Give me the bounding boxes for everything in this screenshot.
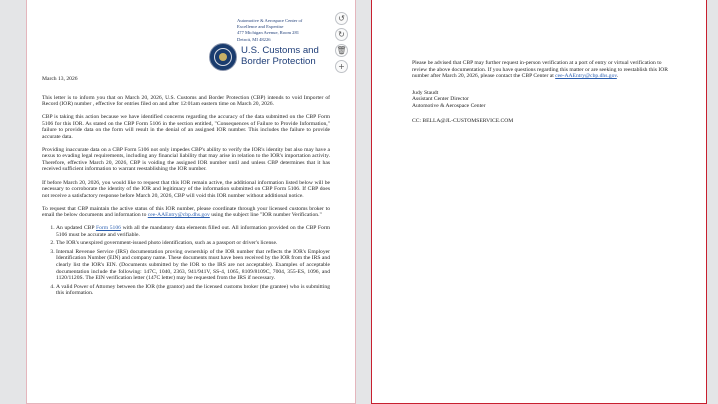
email-link[interactable]: cee-AAEntry@cbp.dhs.gov [147,212,210,219]
signer-title: Assistant Center Director [412,96,469,103]
paragraph-intro: This letter is to inform you that on March 20, 2026, U.S. Customs and Border Protection (CBP) intends to void Importer of Record (IOR) number , effective for entries filed on and after 12:01am eastern time on March 20, 2026. [42,94,330,108]
list-item: 3. Internal Revenue Service (IRS) documentation proving ownership of the IOR number that reflects the IOR's Employer Identification Number (EIN) and company name. These documents must have been received by the IOR from the IRS and clearly list the IOR's EIN. (Documents submitted by the IOR to the IRS are not acceptable). Examples of acceptable documentation include the following: 147C, 1040, 2363, 941/941V, SS-4, 1065, 8109/8109C, 7004, 355-ES, 1096, and 1120/1120S. The EIN verification letter (147C letter) may be requested from the IRS if necessary. [56,249,330,282]
list-item: 2. The IOR's unexpired government-issued photo identification, such as a passport or driver's license. [56,240,330,247]
letter-page-1 [26,0,356,404]
instructions-text: To request that CBP maintain the active status of this IOR number, please coordinate through your licensed customs broker to email the below documents and information to [42,205,330,219]
address-line: Automotive & Aerospace Center of [237,18,303,23]
paragraph-instructions [42,206,330,219]
verification-text: Please be advised that CBP may further request in-person verification at a port of entry or virtual verification to review the above documentation. If you have questions regarding this matter or are seeking to reestablish this IOR number after March 20, 2026, please contact the CBP Center at [412,60,668,80]
signer-name: Judy Staudt [412,89,439,96]
letter-body [42,76,330,299]
letter-page-2 [371,0,707,404]
paragraph-reason: CBP is taking this action because we have identified concerns regarding the accuracy of the data submitted on the CBP Form 5106 for this IOR. As stated on the CBP Form 5106 in the section entitled, "Consequences of Failure to Provide Information," failure to provide data on the form will result in the denial of an assigned IOR number. This includes the failure to provide accurate data. [42,114,330,140]
rotate-left-icon[interactable]: ↺ [335,12,348,25]
list-item: 4. A valid Power of Attorney between the IOR (the grantor) and the licensed customs broker (the grantee) who is submitting this information. [56,284,330,297]
letter-date: March 13, 2026 [42,76,78,82]
paragraph-request: If before March 20, 2026, you would like to request that this IOR remain active, the additional information listed below will be necessary to corroborate the identity of the IOR and legitimacy of the information submitted on CBP Form 5106. If CBP does not receive a satisfactory response before March 20, 2026, CBP will void this IOR number without additional notice. [42,179,330,199]
signer-org: Automotive & Aerospace Center [412,102,486,109]
letter-body-continued [412,60,678,135]
instructions-subject: using the subject line "IOR number Verification." [209,212,322,219]
agency-name-line2: Border Protection [241,55,316,67]
agency-name-line1: U.S. Customs and [241,45,319,56]
paragraph-verification [412,60,678,80]
add-page-icon[interactable]: + [335,60,348,73]
paragraph-consequence: Providing inaccurate data on a CBP Form 5106 not only impedes CBP's ability to verify the IOR's identity but also may have a nexus to evading legal requirements, including any financial liability that may arise in relation to the IOR's importation activity. Therefore, effective March 20, 2026, CBP is voiding the assigned IOR number until and unless CBP determines that it has received sufficient information to warrant reestablishing the IOR number. [42,146,330,173]
address-line: Excellence and Expertise [237,24,284,30]
trash-icon[interactable]: 🗑 [335,44,348,57]
page-toolbar [335,12,350,82]
dhs-seal-icon [209,43,237,71]
address-line: 477 Michigan Avenue, Room 281 [237,30,300,36]
item-text: An updated CBP [56,225,96,232]
item-text: with all the mandatory data elements filled out. All information provided on the CBP Form 5106 must be accurate and verifiable. [56,225,330,238]
list-item [56,225,330,238]
required-documents-list [42,225,330,296]
center-address [237,18,337,43]
form-5106-link[interactable]: Form 5106 [95,225,121,232]
rotate-right-icon[interactable]: ↻ [335,28,348,41]
signature-block [412,90,678,110]
address-line: Detroit, MI 48226 [237,36,271,42]
cc-line: CC: BELLA@JL-CUSTOMSERVICE.COM [412,118,514,125]
verification-end: . [616,73,619,80]
email-link[interactable]: cee-AAEntry@cbp.dhs.gov [555,73,617,80]
